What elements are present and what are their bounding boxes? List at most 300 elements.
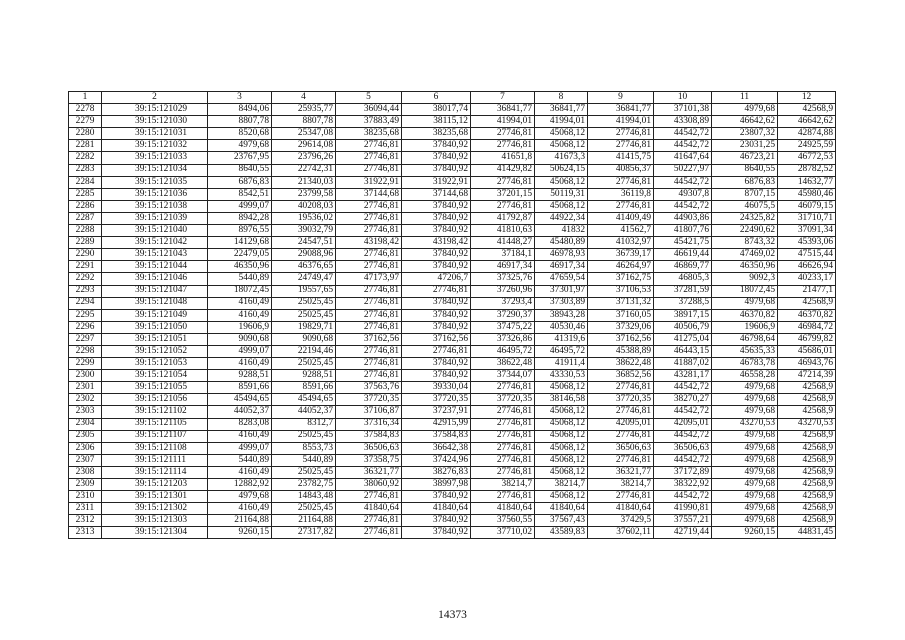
- cadastral-number-cell: 39:15:121056: [102, 394, 208, 406]
- value-cell: 41647,64: [654, 152, 712, 164]
- value-cell: 24325,82: [712, 212, 778, 224]
- value-cell: 43270,53: [778, 418, 836, 430]
- table-row: [69, 212, 836, 224]
- value-cell: 45068,12: [535, 406, 588, 418]
- value-cell: 27746,81: [336, 309, 402, 321]
- value-cell: 37840,92: [402, 152, 471, 164]
- cadastral-number-cell: 39:15:121111: [102, 454, 208, 466]
- row-number-cell: 2294: [69, 297, 102, 309]
- table-row: [69, 527, 836, 539]
- column-header: 8: [535, 92, 588, 104]
- row-number-cell: 2293: [69, 285, 102, 297]
- table-body: [69, 104, 836, 539]
- value-cell: 27746,81: [336, 527, 402, 539]
- value-cell: 27746,81: [336, 285, 402, 297]
- value-cell: 38276,83: [402, 466, 471, 478]
- value-cell: 31922,91: [402, 176, 471, 188]
- value-cell: 45068,12: [535, 200, 588, 212]
- value-cell: 24749,47: [272, 273, 336, 285]
- row-number-cell: 2310: [69, 491, 102, 503]
- cadastral-number-cell: 39:15:121055: [102, 382, 208, 394]
- cadastral-number-cell: 39:15:121038: [102, 200, 208, 212]
- value-cell: 9092,3: [712, 273, 778, 285]
- value-cell: 37563,76: [336, 382, 402, 394]
- value-cell: 37316,34: [336, 418, 402, 430]
- value-cell: 27746,81: [588, 140, 654, 152]
- value-cell: 44903,86: [654, 212, 712, 224]
- value-cell: 46619,44: [654, 249, 712, 261]
- value-cell: 8591,66: [208, 382, 272, 394]
- value-cell: 37106,53: [588, 285, 654, 297]
- table-row: [69, 285, 836, 297]
- value-cell: 18072,45: [208, 285, 272, 297]
- value-cell: 45494,65: [208, 394, 272, 406]
- row-number-cell: 2307: [69, 454, 102, 466]
- value-cell: 27746,81: [402, 345, 471, 357]
- value-cell: 38622,48: [588, 358, 654, 370]
- value-cell: 23031,25: [712, 140, 778, 152]
- value-cell: 37301,97: [535, 285, 588, 297]
- value-cell: 27746,81: [588, 200, 654, 212]
- value-cell: 50227,97: [654, 164, 712, 176]
- row-number-cell: 2296: [69, 321, 102, 333]
- value-cell: 42874,88: [778, 128, 836, 140]
- value-cell: 44542,72: [654, 454, 712, 466]
- table-row: [69, 406, 836, 418]
- value-cell: 47206,7: [402, 273, 471, 285]
- table-row: [69, 152, 836, 164]
- value-cell: 43330,53: [535, 370, 588, 382]
- row-number-cell: 2298: [69, 345, 102, 357]
- row-number-cell: 2286: [69, 200, 102, 212]
- value-cell: 43198,42: [336, 237, 402, 249]
- value-cell: 42095,01: [588, 418, 654, 430]
- column-header: 4: [272, 92, 336, 104]
- table-row: [69, 370, 836, 382]
- value-cell: 37290,37: [471, 309, 535, 321]
- column-header: 12: [778, 92, 836, 104]
- value-cell: 37602,11: [588, 527, 654, 539]
- value-cell: 46723,21: [712, 152, 778, 164]
- table-row: [69, 418, 836, 430]
- value-cell: 27746,81: [471, 140, 535, 152]
- value-cell: 36506,63: [336, 442, 402, 454]
- cadastral-number-cell: 39:15:121032: [102, 140, 208, 152]
- value-cell: 37840,92: [402, 164, 471, 176]
- cadastral-number-cell: 39:15:121046: [102, 273, 208, 285]
- value-cell: 38917,15: [654, 309, 712, 321]
- value-cell: 4160,49: [208, 309, 272, 321]
- value-cell: 42915,99: [402, 418, 471, 430]
- value-cell: 8591,66: [272, 382, 336, 394]
- value-cell: 37720,35: [336, 394, 402, 406]
- value-cell: 37840,92: [402, 309, 471, 321]
- value-cell: 36739,17: [588, 249, 654, 261]
- value-cell: 42719,44: [654, 527, 712, 539]
- cadastral-number-cell: 39:15:121047: [102, 285, 208, 297]
- value-cell: 37288,5: [654, 297, 712, 309]
- value-cell: 4999,07: [208, 345, 272, 357]
- value-cell: 42568,9: [778, 406, 836, 418]
- value-cell: 25025,45: [272, 503, 336, 515]
- value-cell: 24925,59: [778, 140, 836, 152]
- value-cell: 46772,53: [778, 152, 836, 164]
- value-cell: 38214,7: [471, 479, 535, 491]
- value-cell: 41032,97: [588, 237, 654, 249]
- cadastral-number-cell: 39:15:121033: [102, 152, 208, 164]
- cadastral-number-cell: 39:15:121039: [102, 212, 208, 224]
- value-cell: 8312,7: [272, 418, 336, 430]
- cadastral-number-cell: 39:15:121030: [102, 116, 208, 128]
- table-row: [69, 309, 836, 321]
- value-cell: 37840,92: [402, 321, 471, 333]
- row-number-cell: 2304: [69, 418, 102, 430]
- value-cell: 36841,77: [535, 104, 588, 116]
- value-cell: 45068,12: [535, 176, 588, 188]
- value-cell: 21164,88: [208, 515, 272, 527]
- value-cell: 37840,92: [402, 261, 471, 273]
- value-cell: 37840,92: [402, 212, 471, 224]
- value-cell: 47515,44: [778, 249, 836, 261]
- value-cell: 23799,58: [272, 188, 336, 200]
- value-cell: 4979,68: [712, 442, 778, 454]
- value-cell: 37720,35: [588, 394, 654, 406]
- value-cell: 38060,92: [336, 479, 402, 491]
- value-cell: 27746,81: [471, 200, 535, 212]
- value-cell: 37584,83: [402, 430, 471, 442]
- value-cell: 4979,68: [712, 491, 778, 503]
- value-cell: 45068,12: [535, 418, 588, 430]
- value-cell: 31710,71: [778, 212, 836, 224]
- column-header: 1: [69, 92, 102, 104]
- value-cell: 8283,08: [208, 418, 272, 430]
- value-cell: 25025,45: [272, 297, 336, 309]
- row-number-cell: 2313: [69, 527, 102, 539]
- column-header: 10: [654, 92, 712, 104]
- value-cell: 27746,81: [336, 515, 402, 527]
- row-number-cell: 2292: [69, 273, 102, 285]
- value-cell: 37101,38: [654, 104, 712, 116]
- value-cell: 46264,97: [588, 261, 654, 273]
- value-cell: 46626,94: [778, 261, 836, 273]
- value-cell: 29614,08: [272, 140, 336, 152]
- table-row: [69, 358, 836, 370]
- value-cell: 4160,49: [208, 358, 272, 370]
- value-cell: 41673,3: [535, 152, 588, 164]
- value-cell: 27746,81: [588, 491, 654, 503]
- value-cell: 27746,81: [336, 200, 402, 212]
- value-cell: 9090,68: [208, 333, 272, 345]
- value-cell: 8542,51: [208, 188, 272, 200]
- value-cell: 43308,89: [654, 116, 712, 128]
- value-cell: 44542,72: [654, 200, 712, 212]
- value-cell: 27746,81: [471, 491, 535, 503]
- value-cell: 27746,81: [471, 466, 535, 478]
- table-row: [69, 479, 836, 491]
- value-cell: 37358,75: [336, 454, 402, 466]
- column-header: 9: [588, 92, 654, 104]
- value-cell: 27746,81: [336, 261, 402, 273]
- value-cell: 23767,95: [208, 152, 272, 164]
- value-cell: 5440,89: [208, 273, 272, 285]
- cadastral-number-cell: 39:15:121035: [102, 176, 208, 188]
- value-cell: 37172,89: [654, 466, 712, 478]
- value-cell: 9090,68: [272, 333, 336, 345]
- value-cell: 37429,5: [588, 515, 654, 527]
- value-cell: 12882,92: [208, 479, 272, 491]
- value-cell: 43198,42: [402, 237, 471, 249]
- value-cell: 4979,68: [208, 491, 272, 503]
- value-cell: 27746,81: [588, 382, 654, 394]
- value-cell: 4979,68: [712, 454, 778, 466]
- value-cell: 39330,04: [402, 382, 471, 394]
- value-cell: 47214,39: [778, 370, 836, 382]
- value-cell: 4979,68: [208, 140, 272, 152]
- value-cell: 38115,12: [402, 116, 471, 128]
- value-cell: 27746,81: [471, 406, 535, 418]
- table-row: [69, 249, 836, 261]
- value-cell: 37840,92: [402, 225, 471, 237]
- value-cell: 46350,96: [208, 261, 272, 273]
- value-cell: 14843,48: [272, 491, 336, 503]
- value-cell: 8640,55: [208, 164, 272, 176]
- value-cell: 44922,34: [535, 212, 588, 224]
- value-cell: 27746,81: [336, 321, 402, 333]
- value-cell: 5440,89: [208, 454, 272, 466]
- value-cell: 8553,73: [272, 442, 336, 454]
- value-cell: 41840,64: [402, 503, 471, 515]
- value-cell: 22194,46: [272, 345, 336, 357]
- value-cell: 37326,86: [471, 333, 535, 345]
- value-cell: 44542,72: [654, 406, 712, 418]
- value-cell: 8807,78: [272, 116, 336, 128]
- value-cell: 9288,51: [272, 370, 336, 382]
- value-cell: 27746,81: [471, 382, 535, 394]
- cadastral-number-cell: 39:15:121105: [102, 418, 208, 430]
- value-cell: 41840,64: [535, 503, 588, 515]
- table-row: [69, 382, 836, 394]
- cadastral-number-cell: 39:15:121040: [102, 225, 208, 237]
- value-cell: 38214,7: [535, 479, 588, 491]
- row-number-cell: 2290: [69, 249, 102, 261]
- value-cell: 41887,02: [654, 358, 712, 370]
- value-cell: 37840,92: [402, 358, 471, 370]
- value-cell: 9260,15: [712, 527, 778, 539]
- value-cell: 27746,81: [471, 176, 535, 188]
- column-header: 2: [102, 92, 208, 104]
- value-cell: 37131,32: [588, 297, 654, 309]
- value-cell: 45421,75: [654, 237, 712, 249]
- column-header: 3: [208, 92, 272, 104]
- value-cell: 6876,83: [712, 176, 778, 188]
- table-row: [69, 466, 836, 478]
- row-number-cell: 2285: [69, 188, 102, 200]
- table-row: [69, 442, 836, 454]
- value-cell: 42568,9: [778, 454, 836, 466]
- value-cell: 42568,9: [778, 382, 836, 394]
- value-cell: 46869,77: [654, 261, 712, 273]
- value-cell: 37567,43: [535, 515, 588, 527]
- row-number-cell: 2303: [69, 406, 102, 418]
- value-cell: 37303,89: [535, 297, 588, 309]
- value-cell: 19557,65: [272, 285, 336, 297]
- value-cell: 8976,55: [208, 225, 272, 237]
- row-number-cell: 2280: [69, 128, 102, 140]
- value-cell: 46558,28: [712, 370, 778, 382]
- row-number-cell: 2297: [69, 333, 102, 345]
- value-cell: 27746,81: [588, 430, 654, 442]
- value-cell: 41840,64: [471, 503, 535, 515]
- value-cell: 46079,15: [778, 200, 836, 212]
- value-cell: 22742,31: [272, 164, 336, 176]
- cadastral-number-cell: 39:15:121302: [102, 503, 208, 515]
- value-cell: 22479,05: [208, 249, 272, 261]
- value-cell: 4979,68: [712, 515, 778, 527]
- value-cell: 37201,15: [471, 188, 535, 200]
- value-cell: 8520,68: [208, 128, 272, 140]
- column-header: 6: [402, 92, 471, 104]
- value-cell: 44542,72: [654, 491, 712, 503]
- value-cell: 37720,35: [402, 394, 471, 406]
- value-cell: 45068,12: [535, 128, 588, 140]
- value-cell: 36841,77: [471, 104, 535, 116]
- cadastral-number-cell: 39:15:121031: [102, 128, 208, 140]
- value-cell: 4979,68: [712, 382, 778, 394]
- value-cell: 40506,79: [654, 321, 712, 333]
- value-cell: 37091,34: [778, 225, 836, 237]
- row-number-cell: 2306: [69, 442, 102, 454]
- value-cell: 46350,96: [712, 261, 778, 273]
- table-row: [69, 225, 836, 237]
- cadastral-value-table: [68, 91, 836, 539]
- value-cell: 43589,83: [535, 527, 588, 539]
- cadastral-number-cell: 39:15:121052: [102, 345, 208, 357]
- value-cell: 4160,49: [208, 430, 272, 442]
- value-cell: 39032,79: [272, 225, 336, 237]
- value-cell: 8707,15: [712, 188, 778, 200]
- value-cell: 41562,7: [588, 225, 654, 237]
- value-cell: 46443,15: [654, 345, 712, 357]
- value-cell: 46783,78: [712, 358, 778, 370]
- value-cell: 36852,56: [588, 370, 654, 382]
- value-cell: 37237,91: [402, 406, 471, 418]
- value-cell: 8494,06: [208, 104, 272, 116]
- value-cell: 38270,27: [654, 394, 712, 406]
- table-row: [69, 116, 836, 128]
- table-row: [69, 261, 836, 273]
- table-row: [69, 164, 836, 176]
- value-cell: 45068,12: [535, 442, 588, 454]
- value-cell: 27746,81: [336, 152, 402, 164]
- value-cell: 49307,8: [654, 188, 712, 200]
- cadastral-number-cell: 39:15:121050: [102, 321, 208, 333]
- value-cell: 36119,8: [588, 188, 654, 200]
- value-cell: 46370,82: [778, 309, 836, 321]
- value-cell: 4979,68: [712, 466, 778, 478]
- value-cell: 4979,68: [712, 430, 778, 442]
- value-cell: 38214,7: [588, 479, 654, 491]
- row-number-cell: 2302: [69, 394, 102, 406]
- value-cell: 38943,28: [535, 309, 588, 321]
- value-cell: 47173,97: [336, 273, 402, 285]
- value-cell: 37162,75: [588, 273, 654, 285]
- value-cell: 19606,9: [208, 321, 272, 333]
- value-cell: 46805,3: [654, 273, 712, 285]
- table-row: [69, 515, 836, 527]
- cadastral-number-cell: 39:15:121102: [102, 406, 208, 418]
- value-cell: 44542,72: [654, 128, 712, 140]
- table-row: [69, 394, 836, 406]
- value-cell: 27317,82: [272, 527, 336, 539]
- cadastral-number-cell: 39:15:121053: [102, 358, 208, 370]
- value-cell: 44542,72: [654, 430, 712, 442]
- value-cell: 37106,87: [336, 406, 402, 418]
- row-number-cell: 2301: [69, 382, 102, 394]
- value-cell: 44542,72: [654, 382, 712, 394]
- value-cell: 41807,76: [654, 225, 712, 237]
- value-cell: 8640,55: [712, 164, 778, 176]
- value-cell: 44542,72: [654, 176, 712, 188]
- value-cell: 42568,9: [778, 430, 836, 442]
- page-number: 14373: [438, 609, 467, 621]
- value-cell: 40208,03: [272, 200, 336, 212]
- value-cell: 9260,15: [208, 527, 272, 539]
- value-cell: 37840,92: [402, 370, 471, 382]
- table-row: [69, 237, 836, 249]
- value-cell: 27746,81: [588, 176, 654, 188]
- value-cell: 45393,06: [778, 237, 836, 249]
- value-cell: 46370,82: [712, 309, 778, 321]
- value-cell: 19829,71: [272, 321, 336, 333]
- row-number-cell: 2283: [69, 164, 102, 176]
- value-cell: 37560,55: [471, 515, 535, 527]
- value-cell: 27746,81: [336, 345, 402, 357]
- value-cell: 37557,21: [654, 515, 712, 527]
- value-cell: 23782,75: [272, 479, 336, 491]
- value-cell: 46642,62: [712, 116, 778, 128]
- value-cell: 27746,81: [471, 128, 535, 140]
- row-number-cell: 2281: [69, 140, 102, 152]
- value-cell: 36841,77: [588, 104, 654, 116]
- value-cell: 42568,9: [778, 503, 836, 515]
- value-cell: 46075,5: [712, 200, 778, 212]
- value-cell: 46943,76: [778, 358, 836, 370]
- value-cell: 37325,76: [471, 273, 535, 285]
- value-cell: 37344,07: [471, 370, 535, 382]
- row-number-cell: 2308: [69, 466, 102, 478]
- value-cell: 38322,92: [654, 479, 712, 491]
- table-row: [69, 454, 836, 466]
- value-cell: 37162,56: [336, 333, 402, 345]
- value-cell: 27746,81: [471, 430, 535, 442]
- table-row: [69, 430, 836, 442]
- value-cell: 46978,93: [535, 249, 588, 261]
- value-cell: 45068,12: [535, 454, 588, 466]
- cadastral-number-cell: 39:15:121049: [102, 309, 208, 321]
- value-cell: 45068,12: [535, 430, 588, 442]
- value-cell: 4979,68: [712, 479, 778, 491]
- cadastral-number-cell: 39:15:121051: [102, 333, 208, 345]
- value-cell: 46799,82: [778, 333, 836, 345]
- cadastral-number-cell: 39:15:121108: [102, 442, 208, 454]
- table-row: [69, 273, 836, 285]
- table-row: [69, 297, 836, 309]
- value-cell: 41994,01: [588, 116, 654, 128]
- value-cell: 44542,72: [654, 140, 712, 152]
- value-cell: 27746,81: [588, 406, 654, 418]
- value-cell: 41911,4: [535, 358, 588, 370]
- value-cell: 37840,92: [402, 140, 471, 152]
